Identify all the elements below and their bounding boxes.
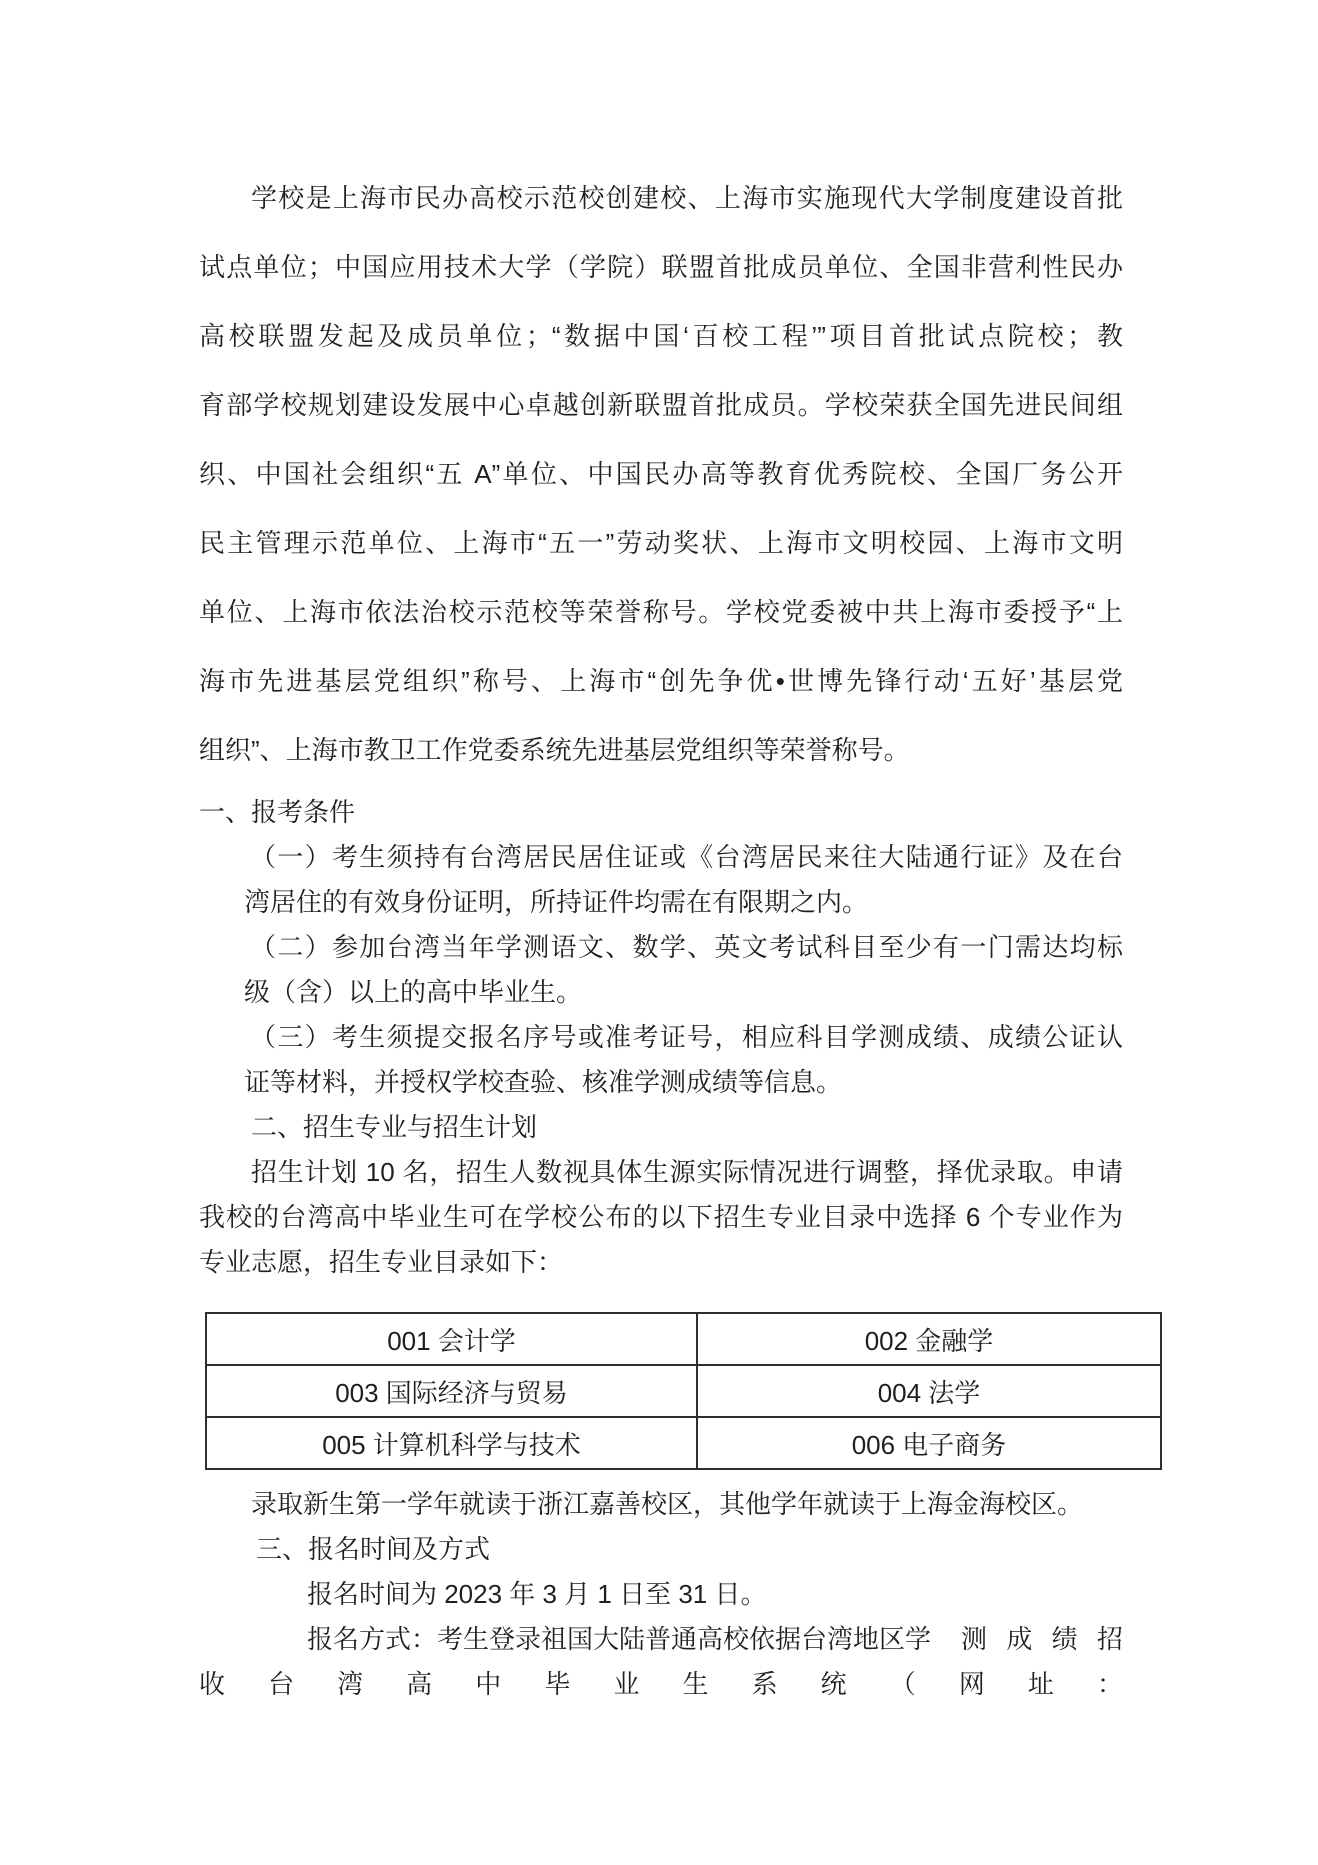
- registration-method-line-2: 收 台 湾 高 中 毕 业 生 系 统 （ 网 址 ：: [199, 1669, 1123, 1699]
- major-cell-001: 001 会计学: [206, 1313, 697, 1365]
- majors-intro-line-1: 招生计划 10 名，招生人数视具体生源实际情况进行调整，择优录取。申请: [251, 1157, 1123, 1187]
- intro-line: 试点单位；中国应用技术大学（学院）联盟首批成员单位、全国非营利性民办: [199, 252, 1123, 282]
- majors-section: [199, 1105, 1123, 1527]
- intro-paragraph: [199, 164, 1123, 785]
- major-cell-003: 003 国际经济与贸易: [206, 1365, 697, 1417]
- registration-method-line-1: [307, 1617, 1123, 1662]
- registration-method-text-spread: 测 成 绩 招: [961, 1624, 1123, 1654]
- intro-line: 高校联盟发起及成员单位；“数据中国‘百校工程’”项目首批试点院校；教: [199, 321, 1123, 351]
- requirement-clause-2-line-1: （二）参加台湾当年学测语文、数学、英文考试科目至少有一门需达均标: [250, 932, 1123, 962]
- requirement-clause-2-line-2: 级（含）以上的高中毕业生。: [244, 977, 583, 1007]
- requirement-clause-1-line-2: 湾居住的有效身份证明，所持证件均需在有限期之内。: [244, 887, 869, 917]
- major-cell-005: 005 计算机科学与技术: [206, 1417, 697, 1469]
- registration-section: [199, 1527, 1123, 1707]
- requirement-clause-1-line-1: （一）考生须持有台湾居民居住证或《台湾居民来往大陆通行证》及在台: [250, 842, 1123, 872]
- majors-table: [205, 1312, 1162, 1470]
- majors-heading: 二、招生专业与招生计划: [251, 1112, 538, 1142]
- intro-line: 织、中国社会组织“五 A”单位、中国民办高等教育优秀院校、全国厂务公开: [199, 459, 1123, 489]
- intro-line: 海市先进基层党组织”称号、上海市“创先争优•世博先锋行动‘五好’基层党: [199, 666, 1123, 696]
- requirement-clause-3-line-1: （三）考生须提交报名序号或准考证号，相应科目学测成绩、成绩公证认: [250, 1022, 1123, 1052]
- intro-line: 育部学校规划建设发展中心卓越创新联盟首批成员。学校荣获全国先进民间组: [199, 390, 1123, 420]
- intro-line: 民主管理示范单位、上海市“五一”劳动奖状、上海市文明校园、上海市文明: [199, 528, 1123, 558]
- campus-note: 录取新生第一学年就读于浙江嘉善校区，其他学年就读于上海金海校区。: [251, 1489, 1084, 1519]
- registration-time-line: 报名时间为 2023 年 3 月 1 日至 31 日。: [307, 1579, 767, 1609]
- majors-table-row: [206, 1365, 1161, 1417]
- registration-heading: 三、报名时间及方式: [256, 1534, 491, 1564]
- intro-line: 组织”、上海市教卫工作党委系统先进基层党组织等荣誉称号。: [199, 735, 910, 765]
- majors-intro-line-3: 专业志愿，招生专业目录如下：: [199, 1247, 564, 1277]
- document-content: [199, 0, 1123, 1707]
- requirements-section: [199, 790, 1123, 1105]
- intro-line: 学校是上海市民办高校示范校创建校、上海市实施现代大学制度建设首批: [251, 183, 1123, 213]
- major-cell-002: 002 金融学: [697, 1313, 1161, 1365]
- major-cell-006: 006 电子商务: [697, 1417, 1161, 1469]
- majors-intro-line-2: 我校的台湾高中毕业生可在学校公布的以下招生专业目录中选择 6 个专业作为: [199, 1202, 1123, 1232]
- registration-method-text: 报名方式：考生登录祖国大陆普通高校依据台湾地区学: [307, 1624, 932, 1654]
- intro-line: 单位、上海市依法治校示范校等荣誉称号。学校党委被中共上海市委授予“上: [199, 597, 1123, 627]
- requirements-heading: 一、报考条件: [199, 797, 356, 827]
- major-cell-004: 004 法学: [697, 1365, 1161, 1417]
- requirement-clause-3-line-2: 证等材料，并授权学校查验、核准学测成绩等信息。: [244, 1067, 843, 1097]
- majors-table-row: [206, 1417, 1161, 1469]
- majors-table-row: [206, 1313, 1161, 1365]
